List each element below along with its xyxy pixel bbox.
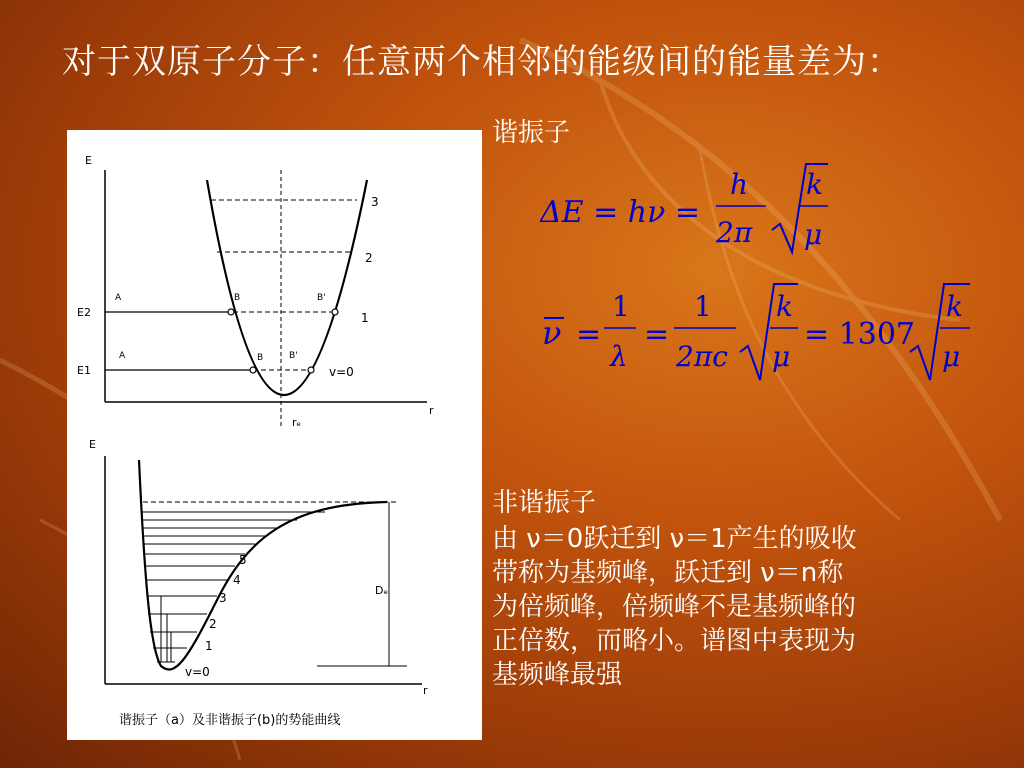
description-line-1: 由 ν＝0跃迁到 ν＝1产生的吸收 [492,524,857,554]
formula2-constant: = 1307 [804,317,916,352]
bottom-level-1: 1 [205,639,213,653]
top-e1-label: E1 [77,364,91,377]
formula1-radical-numerator: k [806,168,823,201]
top-e2-label: E2 [77,306,91,319]
description-line-5: 基频峰最强 [492,660,623,690]
top-point-b-lower: B [257,353,264,363]
top-level-1: 1 [361,311,369,325]
bottom-axis-e-label: E [89,438,96,451]
formula2-eq2: = [644,317,670,352]
formula2-radical-denominator: μ [772,340,791,373]
formula2-radical2-denominator: μ [942,340,961,373]
formula2-frac2-denominator: 2πc [676,340,728,373]
bottom-level-2: 2 [209,617,217,631]
description-line-2: 带称为基频峰，跃迁到 ν＝n称 [492,558,844,588]
top-level-2: 2 [365,251,373,265]
formula1-denominator: 2π [716,216,753,249]
description-line-3: 为倍频峰，倍频峰不是基频峰的 [492,592,857,622]
formula2-eq: = [576,317,602,352]
top-level-3: 3 [371,195,379,209]
formula2-radical2-numerator: k [946,290,963,323]
harmonic-potential-diagram [77,154,434,429]
formula2-lhs: ν [542,314,562,352]
top-point-b-upper: B [234,293,241,303]
description-paragraph [492,522,982,692]
bottom-level-5: 5 [239,553,247,567]
top-point-a-lower: A [119,351,126,361]
formula-wavenumber [540,280,980,390]
bottom-level-4: 4 [233,573,241,587]
harmonic-oscillator-label: 谐振子 [492,118,571,148]
formula2-frac2-numerator: 1 [694,290,712,323]
top-axis-r-label: r [429,404,434,417]
potential-energy-diagrams [67,130,482,740]
page-title: 对于双原子分子：任意两个相邻的能级间的能量差为： [62,42,902,82]
top-equilibrium-label: rₑ [292,416,302,429]
potential-energy-diagram-panel [67,130,482,740]
anharmonic-potential-diagram [89,438,428,697]
top-axis-e-label: E [85,154,92,167]
formula2-frac1-numerator: 1 [612,290,630,323]
formula2-radical-numerator: k [776,290,793,323]
bottom-dissociation-label: Dₑ [375,584,389,597]
top-point-a-upper: A [115,293,122,303]
bottom-level-0: v=0 [185,665,210,679]
formula-energy-difference [540,160,840,260]
bottom-axis-r-label: r [423,684,428,697]
bottom-level-3: 3 [219,591,227,605]
formula1-lhs: ΔE = hν = [540,195,701,230]
top-level-0: v=0 [329,365,354,379]
description-line-4: 正倍数，而略小。谱图中表现为 [492,626,857,656]
top-point-b-prime-lower: B' [289,351,298,361]
anharmonic-oscillator-label: 非谐振子 [492,488,597,518]
formula2-frac1-denominator: λ [610,340,628,373]
diagram-caption: 谐振子（a）及非谐振子(b)的势能曲线 [119,713,341,728]
formula1-numerator: h [730,168,749,201]
top-point-b-prime-upper: B' [317,293,326,303]
formula1-radical-denominator: μ [804,218,823,251]
